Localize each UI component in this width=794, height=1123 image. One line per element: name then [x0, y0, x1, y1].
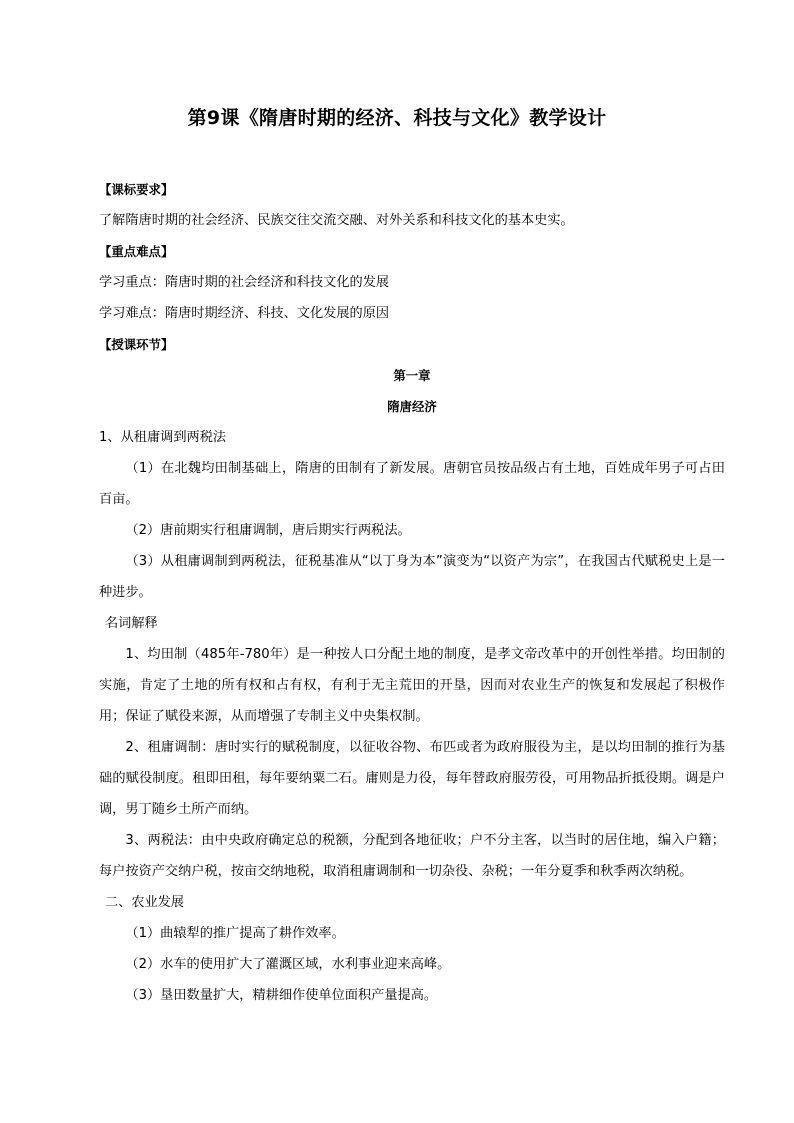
paragraph-tax-2: （2）唐前期实行租庸调制，唐后期实行两税法。	[125, 523, 411, 538]
document-title: 第9课《隋唐时期的经济、科技与文化》教学设计	[187, 107, 607, 129]
document-body	[99, 174, 725, 1011]
subsection-title-tax: 1、从租庸调到两税法	[99, 430, 227, 445]
subsection-title-agriculture: 二、农业发展	[105, 895, 185, 910]
section-heading-key-points: 【重点难点】	[99, 244, 174, 259]
paragraph-tax-3: （3）从租庸调制到两税法，征税基准从“以丁身为本”演变为“以资产为宗”，在我国古代赋税史上是一种进步。	[99, 554, 725, 600]
chapter-subtitle: 隋唐经济	[387, 399, 437, 414]
paragraph-agri-3: （3）垦田数量扩大，精耕细作使单位面积产量提高。	[125, 988, 438, 1003]
term-liangshui: 3、两税法：由中央政府确定总的税额，分配到各地征收；户不分主客，以当时的居住地，编入户籍；每户按资产交纳户税，按亩交纳地税，取消租庸调制和一切杂役、杂税；一年分夏季和秋季两次纳税。	[99, 833, 725, 879]
term-zuyongdiao: 2、租庸调制：唐时实行的赋税制度，以征收谷物、布匹或者为政府服役为主，是以均田制的推行为基础的赋役制度。租即田租，每年要纳粟二石。庸则是力役，每年替政府服劳役，可用物品折抵役期。调是户调，男丁随乡土所产而纳。	[99, 740, 725, 817]
section-heading-teaching: 【授课环节】	[99, 337, 174, 352]
paragraph-agri-1: （1）曲辕犁的推广提高了耕作效率。	[125, 926, 345, 941]
curriculum-text: 了解隋唐时期的社会经济、民族交往交流交融、对外关系和科技文化的基本史实。	[99, 213, 574, 228]
section-heading-curriculum: 【课标要求】	[99, 182, 174, 197]
terms-title: 名词解释	[105, 616, 158, 631]
chapter-title: 第一章	[393, 368, 431, 383]
paragraph-agri-2: （2）水车的使用扩大了灌溉区域，水利事业迎来高峰。	[125, 957, 451, 972]
difficult-point-text: 学习难点：隋唐时期经济、科技、文化发展的原因	[99, 306, 390, 321]
key-point-text: 学习重点：隋唐时期的社会经济和科技文化的发展	[99, 275, 390, 290]
paragraph-tax-1: （1）在北魏均田制基础上，隋唐的田制有了新发展。唐朝官员按品级占有土地，百姓成年男子可占田百亩。	[99, 461, 725, 507]
term-juntian: 1、均田制（485年-780年）是一种按人口分配土地的制度，是孝文帝改革中的开创性举措。均田制的实施，肯定了土地的所有权和占有权，有利于无主荒田的开垦，因而对农业生产的恢复和发展起了积极作用；保证了赋役来源，从而增强了专制主义中央集权制。	[99, 647, 725, 724]
